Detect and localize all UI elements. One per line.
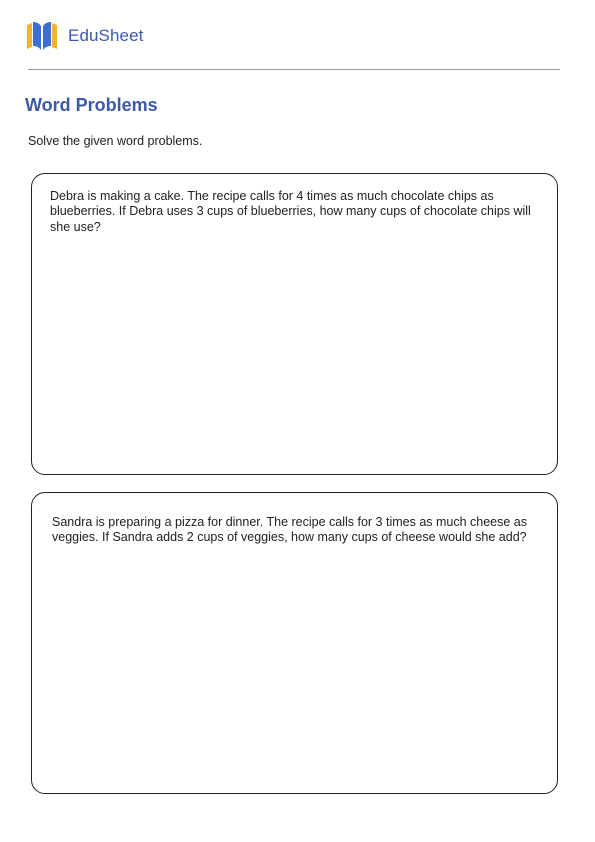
problem-box-2[interactable] — [31, 492, 558, 794]
instructions: Solve the given word problems. — [28, 134, 203, 148]
open-book-icon — [26, 21, 58, 51]
brand-logo — [26, 20, 143, 52]
logo-text: EduSheet — [68, 26, 144, 45]
problem-box-1[interactable] — [31, 173, 558, 475]
problem-text-2: Sandra is preparing a pizza for dinner. The recipe calls for 3 times as much cheese as veggies. If Sandra adds 2 cups of veggies, how many cups of cheese would she add? — [52, 515, 528, 545]
header-divider — [28, 69, 560, 70]
problem-text-1: Debra is making a cake. The recipe calls for 4 times as much chocolate chips as blueberries. If Debra uses 3 cups of blueberries, how many cups of chocolate chips will she use? — [50, 189, 531, 234]
page-title: Word Problems — [25, 95, 158, 115]
